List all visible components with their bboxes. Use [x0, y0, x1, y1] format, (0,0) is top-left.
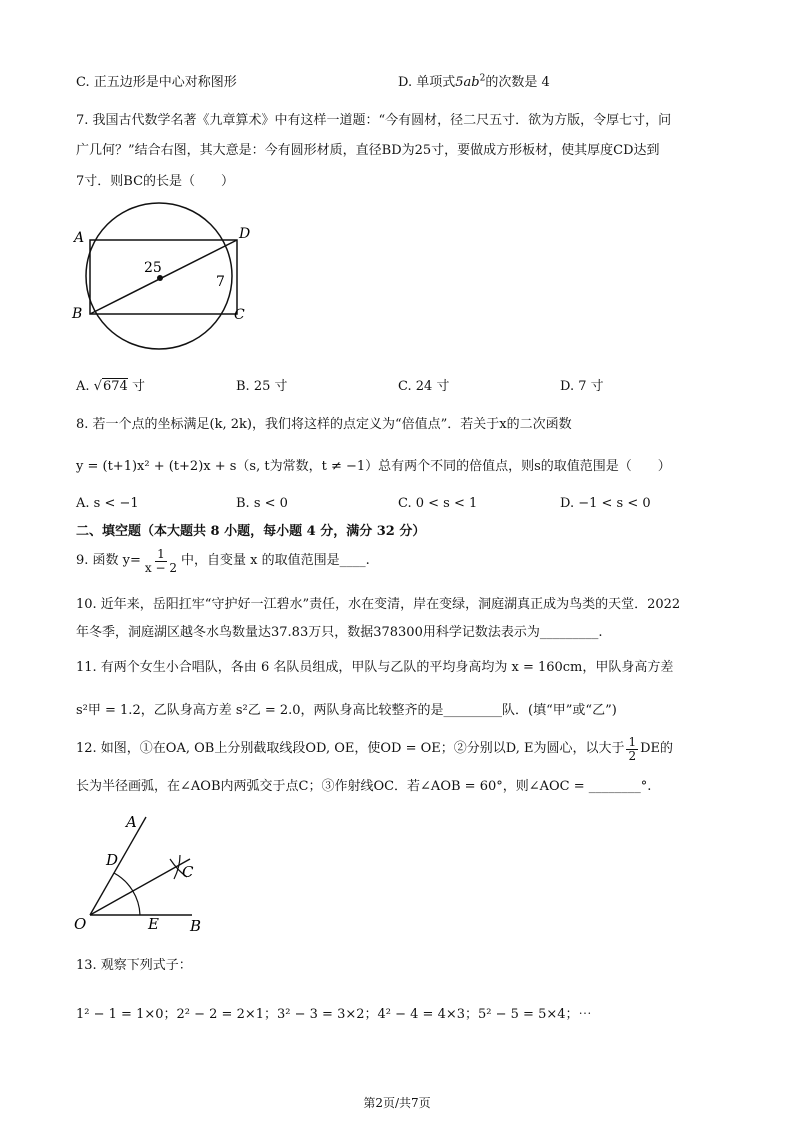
- q7-label-a: A: [74, 230, 85, 246]
- q12-fraction-num: 1: [628, 735, 637, 749]
- q7-line3: 7寸．则BC的长是（ ）: [76, 174, 235, 189]
- q8-option-d: D. −1 < s < 0: [560, 496, 651, 511]
- q12-label-a: A: [126, 813, 137, 831]
- q12-ray-oc: [90, 859, 190, 915]
- q13-formula: 1² − 1 = 1×0；2² − 2 = 2×1；3² − 3 = 3×2；4² − 4 = 4×3；5² − 5 = 5×4；⋯: [76, 1007, 592, 1022]
- q7-option-d-text: 7 寸: [578, 379, 604, 394]
- q12-label-d: D: [106, 851, 119, 869]
- q12-label-o: O: [74, 915, 87, 933]
- q7-option-d-letter: D.: [560, 379, 575, 394]
- q7-label-d: D: [239, 226, 251, 242]
- q7-option-d: [560, 375, 604, 394]
- q12-label-e: E: [148, 915, 159, 933]
- q7-option-c-text: 24 寸: [415, 379, 450, 394]
- q9-suffix: 中，自变量 x 的取值范围是____.: [181, 553, 370, 569]
- q7-option-a-unit: 寸: [131, 379, 145, 394]
- q9-fraction: [143, 548, 179, 574]
- q7-line2: 广几何？”结合右图，其大意是：今有圆形材质，直径BD为25寸，要做成方形板材，使其厚度CD达到: [76, 143, 660, 158]
- q12-label-c: C: [182, 863, 194, 881]
- q12-line1-a: 12. 如图，①在OA, OB上分别截取线段OD, OE，使OD = OE；②分别以D, E为圆心，以大于: [76, 741, 625, 757]
- q10-line2: 年冬季，洞庭湖区越冬水鸟数量达37.83万只，数据378300用科学记数法表示为_________.: [76, 625, 603, 640]
- q9-fraction-num: 1: [157, 547, 165, 561]
- q8-line2: y = (t+1)x² + (t+2)x + s（s, t为常数，t ≠ −1）总有两个不同的倍值点，则s的取值范围是（ ）: [76, 459, 671, 474]
- q7-option-a-radicand: 674: [102, 379, 128, 394]
- q8-line1: 8. 若一个点的坐标满足(k, 2k)，我们将这样的点定义为“倍值点”．若关于x的二次函数: [76, 417, 572, 432]
- q11-line2: s²甲 = 1.2，乙队身高方差 s²乙 = 2.0，两队身高比较整齐的是_________队．(填“甲”或“乙”): [76, 703, 617, 718]
- q7-option-a-letter: A.: [76, 379, 90, 394]
- q9-prefix: 9. 函数 y=: [76, 553, 141, 569]
- page-footer: 第2页/共7页: [363, 1096, 431, 1110]
- q6-option-d-expr: 5ab: [455, 75, 480, 90]
- q6-option-c: C. 正五边形是中心对称图形: [76, 75, 237, 90]
- q7-diagonal-bd: [90, 240, 237, 314]
- q7-option-a-radical: √674: [93, 379, 128, 394]
- section2-title: 二、填空题（本大题共 8 小题，每小题 4 分，满分 32 分）: [76, 524, 426, 539]
- q7-option-b-letter: B.: [236, 379, 250, 394]
- q7-option-b-text: 25 寸: [253, 379, 288, 394]
- q7-option-c-letter: C.: [398, 379, 412, 394]
- q7-option-a: [76, 375, 145, 394]
- q7-figure: [70, 200, 260, 360]
- q9-fraction-den: x − 2: [144, 560, 177, 575]
- q6-option-d-suffix: 的次数是 4: [485, 75, 550, 90]
- q12-line2: 长为半径画弧，在∠AOB内两弧交于点C；③作射线OC．若∠AOB = 60°，则∠AOC = ________°.: [76, 779, 652, 794]
- q6-option-d-exp: 2: [479, 73, 486, 84]
- q9-line: [76, 548, 370, 574]
- q10-line1: 10. 近年来，岳阳扛牢“守护好一江碧水”责任，水在变清，岸在变绿，洞庭湖真正成为鸟类的天堂．2022: [76, 597, 681, 612]
- q12-line1: [76, 736, 673, 762]
- q7-label-b: B: [72, 306, 83, 322]
- q12-figure: [70, 805, 220, 935]
- q12-fraction-den: 2: [628, 748, 637, 763]
- q12-fraction: [626, 736, 638, 762]
- q8-option-a: A. s < −1: [76, 496, 139, 511]
- q7-label-side: 7: [216, 274, 225, 290]
- q7-line1: 7. 我国古代数学名著《九章算术》中有这样一道题：“今有圆材，径二尺五寸．欲为方版，令厚七寸，问: [76, 113, 672, 128]
- q7-label-diagonal: 25: [144, 260, 162, 276]
- q6-option-d: [398, 75, 550, 91]
- q8-option-b: B. s < 0: [236, 496, 288, 511]
- q8-option-c: C. 0 < s < 1: [398, 496, 478, 511]
- q12-line1-b: DE的: [640, 741, 674, 757]
- q7-label-c: C: [234, 307, 245, 323]
- q11-line1: 11. 有两个女生小合唱队，各由 6 名队员组成，甲队与乙队的平均身高均为 x = 160cm，甲队身高方差: [76, 660, 674, 675]
- q12-label-b: B: [190, 917, 202, 935]
- q7-option-c: [398, 375, 449, 394]
- q6-option-d-prefix: D. 单项式: [398, 75, 456, 90]
- q13-intro: 13. 观察下列式子：: [76, 958, 192, 973]
- q7-option-b: [236, 375, 288, 394]
